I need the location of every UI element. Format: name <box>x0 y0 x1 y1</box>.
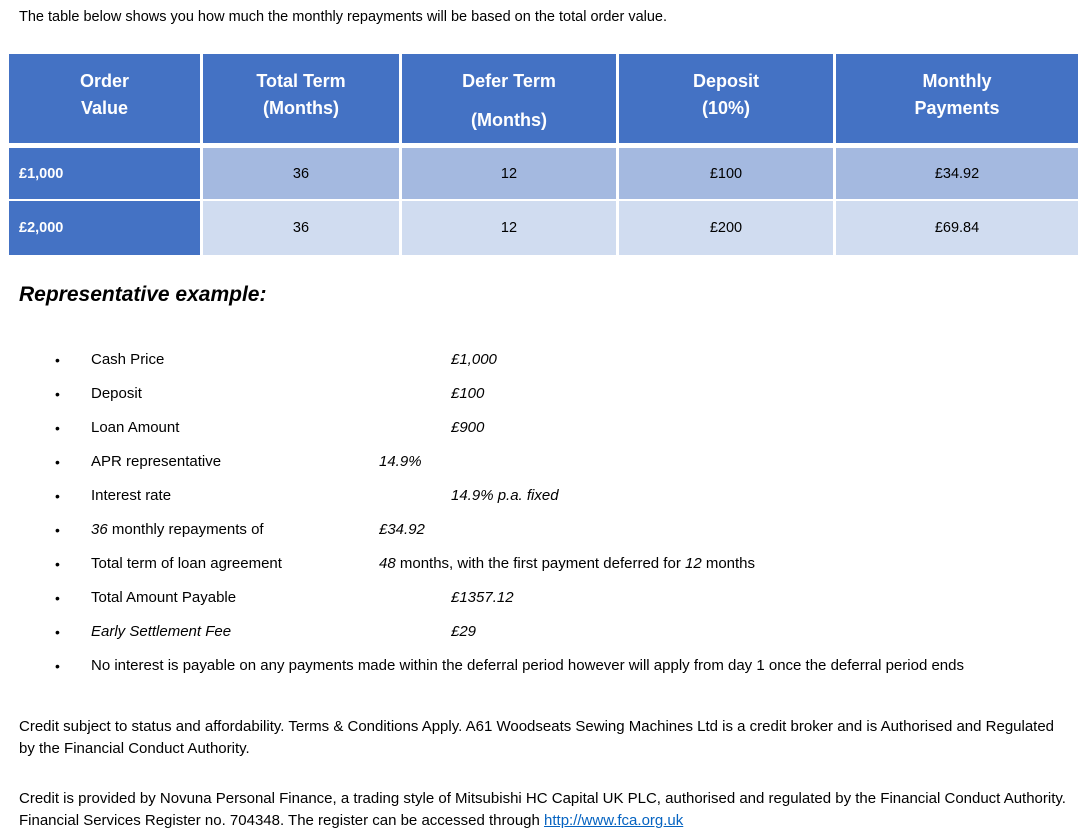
item-label: Early Settlement Fee <box>91 623 232 640</box>
list-item <box>0 552 1090 586</box>
item-label: APR representative <box>91 453 222 470</box>
list-item <box>0 620 1090 654</box>
item-label: Interest rate <box>91 487 172 504</box>
item-label: Loan Amount <box>91 419 180 436</box>
item-value: £34.92 <box>379 521 425 538</box>
item-label: Total term of loan agreement <box>91 555 282 572</box>
item-value: £29 <box>451 623 477 640</box>
term-end: months <box>701 555 756 572</box>
term-months: 48 <box>379 555 396 572</box>
header-monthly-payments: Monthly Payments <box>836 54 1078 143</box>
item-value: 14.9% <box>379 453 422 470</box>
list-item <box>0 382 1090 416</box>
representative-example-heading: Representative example: <box>19 283 267 306</box>
cell-monthly: £69.84 <box>836 199 1078 255</box>
cell-total-term: 36 <box>203 143 399 199</box>
item-value <box>379 552 755 576</box>
term-mid: months, with the first payment deferred for <box>395 555 685 572</box>
credit-provider-text: Credit is provided by Novuna Personal Finance, a trading style of Mitsubishi HC Capital UK PLC, authorised and regulated by the Financial Conduct Authority. Financial Services Register no. 704348. The register can be accessed through <box>19 790 1066 829</box>
bullet-icon: • <box>55 488 60 504</box>
item-label: No interest is payable on any payments made within the deferral period however will apply from day 1 once the deferral period ends <box>91 657 964 674</box>
bullet-icon: • <box>55 556 60 572</box>
bullet-icon: • <box>55 658 60 674</box>
cell-deposit: £200 <box>619 199 833 255</box>
list-item <box>0 654 1090 688</box>
item-label: Deposit <box>91 385 142 402</box>
bullet-icon: • <box>55 386 60 402</box>
credit-provider-note <box>19 788 1069 832</box>
credit-disclaimer: Credit subject to status and affordability. Terms & Conditions Apply. A61 Woodseats Sewing Machines Ltd is a credit broker and is Authorised and Regulated by the Financial Conduct Authority. <box>19 718 1055 757</box>
item-value: £1357.12 <box>451 589 514 606</box>
cell-monthly: £34.92 <box>836 143 1078 199</box>
bullet-icon: • <box>55 624 60 640</box>
item-value: £1,000 <box>451 351 497 368</box>
table-header-row <box>9 54 1078 143</box>
item-label: Total Amount Payable <box>91 589 237 606</box>
item-value: £900 <box>451 419 485 436</box>
list-item <box>0 586 1090 620</box>
item-value: 14.9% p.a. fixed <box>451 487 559 504</box>
list-item <box>0 518 1090 552</box>
item-label: Cash Price <box>91 351 165 368</box>
cell-deposit: £100 <box>619 143 833 199</box>
list-item <box>0 484 1090 518</box>
header-total-term: Total Term (Months) <box>203 54 399 143</box>
repayment-count: 36 <box>91 521 108 538</box>
list-item <box>0 348 1090 382</box>
repayment-table <box>6 54 1081 255</box>
list-item <box>0 416 1090 450</box>
cell-defer-term: 12 <box>402 199 616 255</box>
table-row <box>9 143 1078 199</box>
cell-total-term: 36 <box>203 199 399 255</box>
item-label <box>91 518 264 542</box>
header-deposit: Deposit (10%) <box>619 54 833 143</box>
table-row <box>9 199 1078 255</box>
fca-link[interactable]: http://www.fca.org.uk <box>544 812 684 829</box>
bullet-icon: • <box>55 590 60 606</box>
item-value: £100 <box>451 385 485 402</box>
cell-order-value: £2,000 <box>9 199 200 255</box>
cell-defer-term: 12 <box>402 143 616 199</box>
representative-example-list <box>0 348 1090 688</box>
list-item <box>0 450 1090 484</box>
cell-order-value: £1,000 <box>9 143 200 199</box>
term-defer: 12 <box>684 555 702 572</box>
bullet-icon: • <box>55 454 60 470</box>
bullet-icon: • <box>55 352 60 368</box>
header-order-value: Order Value <box>9 54 200 143</box>
header-defer-term: Defer Term (Months) <box>402 54 616 143</box>
intro-text: The table below shows you how much the monthly repayments will be based on the total order value. <box>19 9 668 25</box>
repayment-label: monthly repayments of <box>107 521 264 538</box>
bullet-icon: • <box>55 420 60 436</box>
bullet-icon: • <box>55 522 60 538</box>
